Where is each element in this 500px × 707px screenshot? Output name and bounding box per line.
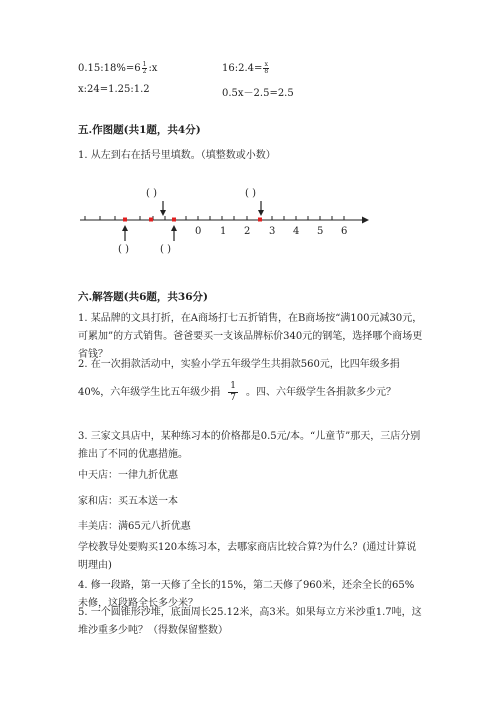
question-2-suffix: 。四、六年级学生各捐款多少元？ <box>245 387 396 398</box>
shop-1: 中天店：一律九折优惠 <box>78 470 178 481</box>
section-5-question-1: 1. 从左到右在括号里填数。（填整数或小数） <box>78 150 276 161</box>
equation-2-prefix: 16:2.4= <box>222 63 263 74</box>
fraction-denominator: 2 <box>142 68 147 75</box>
question-2-line-1: 2. 在一次捐款活动中，实验小学五年级学生共捐款560元，比四年级多捐 <box>78 359 400 370</box>
section-5-heading: 五.作图题(共1题，共4分) <box>78 124 201 136</box>
fraction-numerator: 1 <box>230 381 236 391</box>
red-point-3 <box>172 218 176 222</box>
question-2-prefix: 40%，六年级学生比五年级少捐 <box>78 387 221 398</box>
question-2-fraction <box>228 381 238 404</box>
tick-label-1: 1 <box>220 226 227 237</box>
tick-label-3: 3 <box>269 226 276 237</box>
tick-label-6: 6 <box>341 226 348 237</box>
question-3-question: 学校教导处要购买120本练习本，去哪家商店比较合算?为什么？(通过计算说明理由) <box>78 542 417 571</box>
answer-blank-below-1: ( ) <box>118 244 129 255</box>
answer-blank-above-1: ( ) <box>146 188 157 199</box>
question-4: 4. 修一段路，第一天修了全长的15%，第二天修了960米，还余全长的65%未修，这段路全长多少米？ <box>78 580 415 609</box>
section-6-heading: 六.解答题(共6题，共36分) <box>78 291 209 303</box>
answer-blank-above-2: ( ) <box>245 188 256 199</box>
question-1: 1. 某品牌的文具打折，在A商场打七五折销售，在B商场按“满100元减30元，可累加”的方式销售。爸爸要买一支该品牌标价340元的钢笔，选择哪个商场更省钱？ <box>78 313 423 360</box>
equation-1 <box>78 62 157 75</box>
shop-3: 丰美店：满65元八折优惠 <box>78 521 191 532</box>
tick-label-0: 0 <box>195 226 202 237</box>
fraction-denominator: 7 <box>230 393 236 403</box>
equation-1-fraction <box>142 62 148 75</box>
red-point-4 <box>258 218 262 222</box>
red-point-2 <box>149 218 153 222</box>
tick-label-2: 2 <box>244 226 251 237</box>
answer-blank-below-2: ( ) <box>160 244 171 255</box>
tick-label-4: 4 <box>293 226 300 237</box>
question-3-intro: 3. 三家文具店中，某种练习本的价格都是0.5元/本。“儿童节”那天，三店分别推出了不同的优惠措施。 <box>78 431 421 460</box>
equation-1-prefix: 0.15:18%=6 <box>78 63 141 74</box>
fraction-numerator: x <box>264 61 268 68</box>
equation-2-fraction <box>263 62 269 75</box>
equation-4: 0.5x－2.5=2.5 <box>222 88 294 99</box>
question-2-line-2 <box>78 381 396 404</box>
number-line-arrowhead <box>362 217 369 224</box>
fraction-denominator: 8 <box>264 68 269 75</box>
shop-2: 家和店：买五本送一本 <box>78 496 178 507</box>
red-point-1 <box>123 218 127 222</box>
equation-1-suffix: :x <box>148 63 158 74</box>
tick-label-5: 5 <box>317 226 324 237</box>
equation-3: x:24=1.25:1.2 <box>78 84 150 95</box>
equation-2 <box>222 62 270 75</box>
fraction-numerator: 1 <box>142 61 147 68</box>
question-5: 5. 一个圆锥形沙堆，底面周长25.12米，高3米。如果每立方米沙重1.7吨，这堆沙重多少吨？（得数保留整数） <box>78 607 422 636</box>
